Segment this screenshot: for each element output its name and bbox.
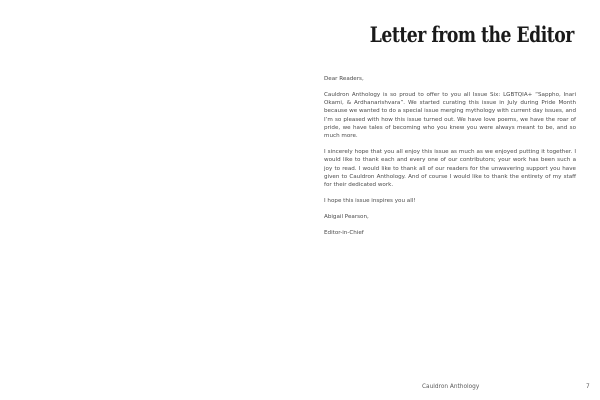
letter-paragraph-2: I sincerely hope that you all enjoy this issue as much as we enjoyed putting it together. I would like to thank each and every one of our contributors; your work has been such a joy to read. I would like to thank all of our readers for the unwavering support you have given to Cauldron Anthology. And of course I would like to thank the entirety of my staff for their dedicated work. <box>324 149 576 189</box>
editor-letter <box>324 75 576 244</box>
signature-name: Abigail Pearson, <box>324 213 369 220</box>
page-number: 7 <box>586 384 590 390</box>
footer-publication-name: Cauldron Anthology <box>422 384 480 390</box>
signature-block <box>324 213 576 237</box>
letter-paragraph-3: I hope this issue inspires you all! <box>324 198 416 205</box>
salutation: Dear Readers, <box>324 76 364 82</box>
page-title: Letter from the Editor <box>369 22 574 47</box>
signature-title: Editor-in-Chief <box>324 229 364 236</box>
letter-paragraph-1: Cauldron Anthology is so proud to offer to you all Issue Six: LGBTQIA+ “Sappho, Inari Okami, & Ardhanarishvara”. We started curating this issue in July during Pride Month because we wanted to do a special issue merging mythology with current day issues, and I’m so pleased with how this issue turned out. We have love poems, we have the roar of pride, we have tales of becoming who you knew you were always meant to be, and so much more. <box>324 91 576 140</box>
